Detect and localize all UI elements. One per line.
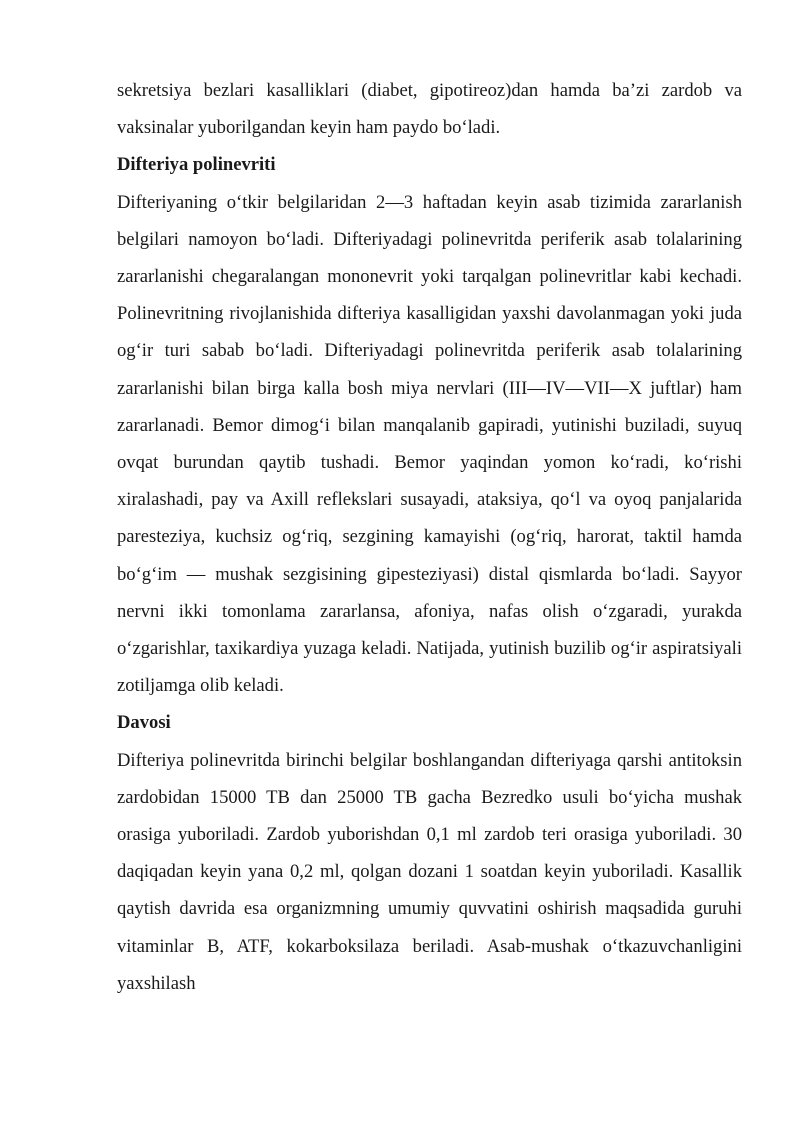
paragraph-diphtheria-polyneuritis: Difteriyaning o‘tkir belgilaridan 2—3 haftadan keyin asab tizimida zararlanish belgilari namoyon bo‘ladi. Difteriyadagi polinevritda periferik asab tolalarining zararlanishi chegaralangan mononevrit yoki tarqalgan polinevritlar kabi kechadi. Polinevritning rivojlanishida difteriya kasalligidan yaxshi davolanmagan yoki juda og‘ir turi sabab bo‘ladi. Difteriyadagi polinevritda periferik asab tolalarining zararlanishi bilan birga kalla bosh miya nervlari (III—IV—VII—X juftlar) ham zararlanadi. Bemor dimog‘i bilan manqalanib gapiradi, yutinishi buziladi, suyuq ovqat burundan qaytib tushadi. Bemor yaqindan yomon ko‘radi, ko‘rishi xiralashadi, pay va Axill reflekslari susayadi, ataksiya, qo‘l va oyoq panjalarida paresteziya, kuchsiz og‘riq, sezgining kamayishi (og‘riq, harorat, taktil hamda bo‘g‘im — mushak sezgisining gipesteziyasi) distal qismlarda bo‘ladi. Sayyor nervni ikki tomonlama zararlansa, afoniya, nafas olish o‘zgaradi, yurakda o‘zgarishlar, taxikardiya yuzaga keladi. Natijada, yutinish buzilib og‘ir aspiratsiyali zotiljamga olib keladi.	[117, 191, 742, 697]
paragraph-treatment: Difteriya polinevritda birinchi belgilar boshlangandan difteriyaga qarshi antitoksin zardobidan 15000 TB dan 25000 TB gacha Bezredko usuli bo‘yicha mushak orasiga yuboriladi. Zardob yuborishdan 0,1 ml zardob teri orasiga yuboriladi. 30 daqiqadan keyin yana 0,2 ml, qolgan dozani 1 soatdan keyin yuboriladi. Kasallik qaytish davrida esa organizmning umumiy quvvatini oshirish maqsadida guruhi vitaminlar B, ATF, kokarboksilaza beriladi. Asab-mushak o‘tkazuvchanligini yaxshilash	[117, 749, 742, 994]
section-heading-treatment: Davosi	[117, 712, 171, 734]
paragraph-intro-continuation: sekretsiya bezlari kasalliklari (diabet, gipotireoz)dan hamda ba’zi zardob va vaksinalar yuborilgandan keyin ham paydo bo‘ladi.	[117, 80, 742, 139]
document-body	[117, 72, 742, 1002]
section-heading-diphtheria-polyneuritis: Difteriya polinevriti	[117, 154, 276, 176]
